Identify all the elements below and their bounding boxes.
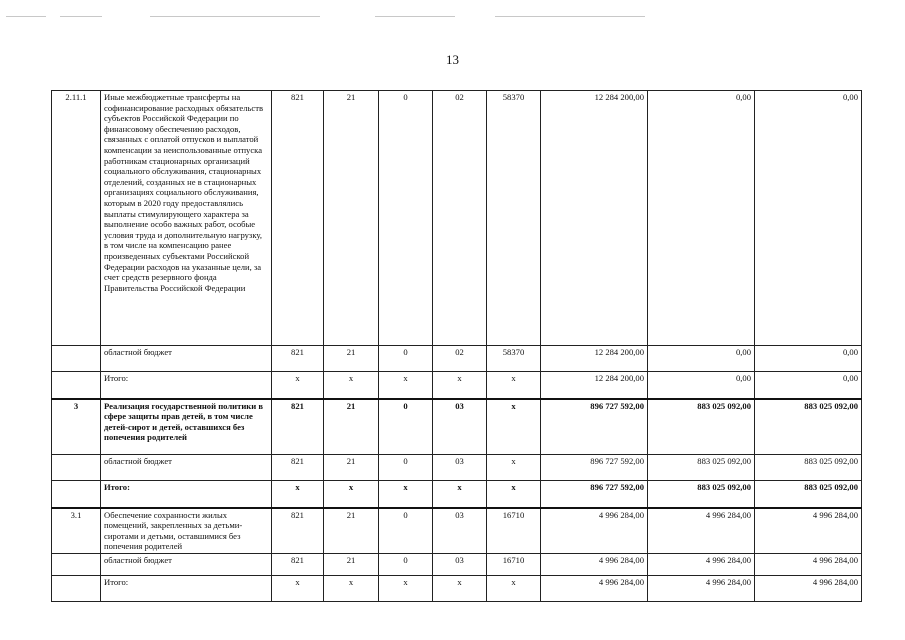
code-cell: 16710 (487, 553, 541, 575)
code-cell: 21 (324, 455, 379, 481)
row-number (52, 346, 101, 372)
budget-table (51, 90, 862, 602)
code-cell: х (433, 372, 487, 399)
amount-cell: 4 996 284,00 (541, 553, 648, 575)
code-cell: 821 (272, 91, 324, 346)
row-description: Итого: (101, 575, 272, 601)
row-description: Итого: (101, 481, 272, 508)
code-cell: 0 (379, 346, 433, 372)
code-cell: 0 (379, 553, 433, 575)
code-cell: 58370 (487, 346, 541, 372)
amount-cell: 883 025 092,00 (648, 399, 755, 455)
code-cell: 21 (324, 399, 379, 455)
row-description: Итого: (101, 372, 272, 399)
code-cell: х (487, 455, 541, 481)
code-cell: 21 (324, 508, 379, 554)
row-number: 2.11.1 (52, 91, 101, 346)
code-cell: 821 (272, 508, 324, 554)
row-description: областной бюджет (101, 346, 272, 372)
amount-cell: 12 284 200,00 (541, 91, 648, 346)
code-cell: х (324, 481, 379, 508)
code-cell: х (487, 575, 541, 601)
code-cell: х (487, 399, 541, 455)
amount-cell: 883 025 092,00 (755, 481, 862, 508)
code-cell: х (324, 372, 379, 399)
table-row (52, 91, 862, 346)
code-cell: х (379, 481, 433, 508)
code-cell: х (487, 481, 541, 508)
amount-cell: 0,00 (648, 91, 755, 346)
code-cell: 21 (324, 553, 379, 575)
code-cell: 0 (379, 91, 433, 346)
table-row (52, 372, 862, 399)
row-number (52, 455, 101, 481)
row-number (52, 575, 101, 601)
table-row (52, 481, 862, 508)
code-cell: х (379, 372, 433, 399)
row-description: Реализация государственной политики в сфере защиты прав детей, в том числе детей-сирот и детей, оставшихся без попечения родителей (101, 399, 272, 455)
row-description: областной бюджет (101, 553, 272, 575)
code-cell: 02 (433, 91, 487, 346)
amount-cell: 0,00 (755, 346, 862, 372)
amount-cell: 0,00 (755, 372, 862, 399)
amount-cell: 0,00 (648, 346, 755, 372)
code-cell: 821 (272, 399, 324, 455)
code-cell: 0 (379, 455, 433, 481)
amount-cell: 883 025 092,00 (648, 455, 755, 481)
amount-cell: 896 727 592,00 (541, 455, 648, 481)
code-cell: х (272, 575, 324, 601)
amount-cell: 4 996 284,00 (755, 575, 862, 601)
table-row (52, 553, 862, 575)
table-row (52, 455, 862, 481)
code-cell: х (379, 575, 433, 601)
table-row (52, 508, 862, 554)
code-cell: 821 (272, 455, 324, 481)
code-cell: 821 (272, 553, 324, 575)
code-cell: 03 (433, 508, 487, 554)
row-number: 3.1 (52, 508, 101, 554)
row-description: областной бюджет (101, 455, 272, 481)
code-cell: х (324, 575, 379, 601)
amount-cell: 4 996 284,00 (541, 575, 648, 601)
table-row (52, 575, 862, 601)
amount-cell: 4 996 284,00 (755, 553, 862, 575)
scan-header-artifacts (0, 0, 905, 30)
row-number (52, 372, 101, 399)
code-cell: 03 (433, 553, 487, 575)
amount-cell: 4 996 284,00 (648, 553, 755, 575)
code-cell: х (272, 481, 324, 508)
row-number: 3 (52, 399, 101, 455)
amount-cell: 4 996 284,00 (648, 575, 755, 601)
row-number (52, 481, 101, 508)
amount-cell: 4 996 284,00 (755, 508, 862, 554)
code-cell: 03 (433, 399, 487, 455)
table-row (52, 346, 862, 372)
code-cell: 821 (272, 346, 324, 372)
code-cell: х (433, 481, 487, 508)
amount-cell: 4 996 284,00 (648, 508, 755, 554)
code-cell: х (487, 372, 541, 399)
amount-cell: 4 996 284,00 (541, 508, 648, 554)
code-cell: 03 (433, 455, 487, 481)
amount-cell: 896 727 592,00 (541, 399, 648, 455)
code-cell: 0 (379, 508, 433, 554)
code-cell: 58370 (487, 91, 541, 346)
amount-cell: 12 284 200,00 (541, 346, 648, 372)
row-number (52, 553, 101, 575)
code-cell: 21 (324, 346, 379, 372)
amount-cell: 883 025 092,00 (648, 481, 755, 508)
code-cell: 16710 (487, 508, 541, 554)
code-cell: 0 (379, 399, 433, 455)
amount-cell: 883 025 092,00 (755, 455, 862, 481)
amount-cell: 0,00 (648, 372, 755, 399)
amount-cell: 12 284 200,00 (541, 372, 648, 399)
amount-cell: 883 025 092,00 (755, 399, 862, 455)
row-description: Иные межбюджетные трансферты на софинансирование расходных обязательств субъектов Российской Федерации по финансовому обеспечению расходов, связанных с оплатой отпусков и выплатой компенсации за неиспользованные отпуска работникам стационарных организаций социального обслуживания, стационарных отделений, созданных не в стационарных организациях социального обслуживания, которым в 2020 году предоставлялись выплаты стимулирующего характера за выполнение особо важных работ, особые условия труда и дополнительную нагрузку, в том числе на компенсацию ранее произведенных субъектами Российской Федерации расходов на указанные цели, за счет средств резервного фонда Правительства Российской Федерации (101, 91, 272, 346)
page-number: 13 (446, 52, 459, 67)
row-description: Обеспечение сохранности жилых помещений, закрепленных за детьми-сиротами и детьми, оставшимися без попечения родителей (101, 508, 272, 554)
table-row (52, 399, 862, 455)
code-cell: х (272, 372, 324, 399)
code-cell: 02 (433, 346, 487, 372)
code-cell: х (433, 575, 487, 601)
amount-cell: 896 727 592,00 (541, 481, 648, 508)
code-cell: 21 (324, 91, 379, 346)
amount-cell: 0,00 (755, 91, 862, 346)
